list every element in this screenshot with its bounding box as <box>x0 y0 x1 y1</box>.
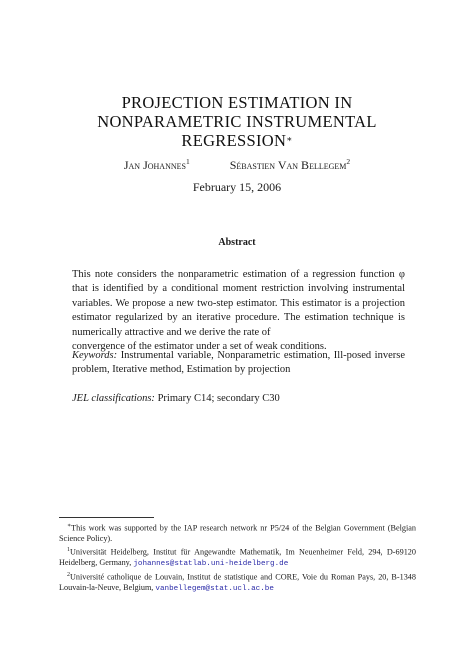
footnote-affiliation-2 <box>59 570 416 595</box>
jel-label: JEL classifications: <box>72 393 155 404</box>
keywords <box>72 349 405 378</box>
author-2-mark: 2 <box>346 157 351 166</box>
footnote-1-text: Universität Heidelberg, Institut für Angewandte Mathematik, Im Neuenheimer Feld, 294, D-69120 Heidelberg, Germany, <box>59 547 416 568</box>
title-line-1: PROJECTION ESTIMATION IN <box>121 93 353 112</box>
footnote-2-mark: 2 <box>67 571 70 578</box>
footnote-1-mark: 1 <box>67 546 70 553</box>
abstract-body: This note considers the nonparametric estimation of a regression function φ that is identified by a conditional moment restriction involving instrumental variables. We propose a new two-step estimator. This estimator is a projection estimator regularized by an iterative procedure. The estimation technique is numerically attractive and we derive the rate of <box>72 269 405 338</box>
jel-text: Primary C14; secondary C30 <box>157 393 280 404</box>
keywords-label: Keywords: <box>72 350 118 361</box>
footnote-affiliation-1 <box>59 545 416 570</box>
author-2 <box>230 157 350 173</box>
title-footnote-mark: ∗ <box>286 134 293 144</box>
jel-classifications <box>72 392 405 406</box>
email-link-2[interactable]: vanbellegem@stat.ucl.ac.be <box>155 585 274 594</box>
footnotes <box>59 521 416 595</box>
title-line-3 <box>0 131 474 150</box>
abstract-heading: Abstract <box>218 237 256 248</box>
author-1-name: Jan Johannes <box>123 158 186 172</box>
author-2-name: Sébastien Van Bellegem <box>229 158 347 172</box>
author-1-mark: 1 <box>185 157 190 166</box>
paper-date: February 15, 2006 <box>192 180 282 194</box>
title-line-3-text: REGRESSION <box>181 131 287 150</box>
footnote-funding-text: This work was supported by the IAP research network nr P5/24 of the Belgian Government (Belgian Science Policy). <box>59 523 416 544</box>
author-1 <box>124 157 190 173</box>
abstract-text <box>72 268 405 354</box>
email-link-1[interactable]: johannes@statlab.uni-heidelberg.de <box>133 560 289 569</box>
abstract-last-line: convergence of the estimator under a set of weak conditions. <box>72 341 327 353</box>
keywords-text: Instrumental variable, Nonparametric estimation, Ill-posed inverse problem, Iterative method, Estimation by projection <box>72 350 406 376</box>
footnote-funding-mark: ∗ <box>67 523 72 529</box>
footnote-funding <box>59 521 416 545</box>
author-list <box>0 157 474 173</box>
footnote-rule <box>59 517 154 518</box>
paper-title <box>0 93 474 150</box>
footnote-2-text: Université catholique de Louvain, Institut de statistique and CORE, Voie du Roman Pays, 20, B-1348 Louvain-la-Neuve, Belgium, <box>59 572 416 593</box>
title-line-2: NONPARAMETRIC INSTRUMENTAL <box>97 112 377 131</box>
